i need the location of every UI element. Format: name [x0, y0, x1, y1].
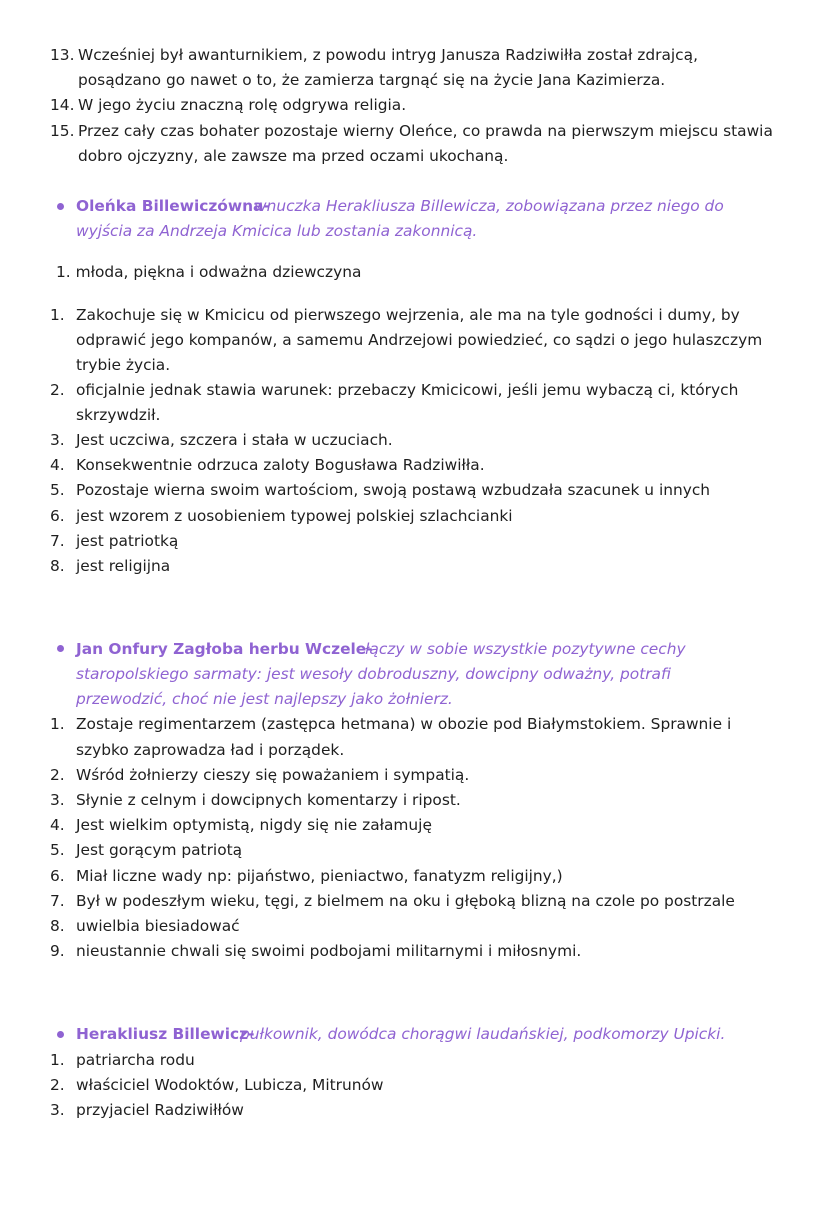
character-description: staropolskiego sarmaty: jest wesoły dobroduszny, dowcipny odważny, potrafi: [76, 665, 671, 683]
list-item-text: jest patriotką: [76, 532, 179, 550]
intro-item: 1. młoda, piękna i odważna dziewczyna: [56, 263, 362, 281]
list-item-text: Zostaje regimentarzem (zastępca hetmana) w obozie pod Białymstokiem. Sprawnie i: [76, 715, 732, 733]
bullet-icon: [57, 1031, 64, 1038]
list-item-text: Jest uczciwa, szczera i stała w uczuciach.: [76, 431, 393, 449]
bullet-icon: [57, 203, 64, 210]
list-number: 1.: [50, 306, 65, 324]
list-number: 1.: [50, 1051, 65, 1069]
list-item-text: nieustannie chwali się swoimi podbojami militarnymi i miłosnymi.: [76, 942, 582, 960]
list-item-text: jest wzorem z uosobieniem typowej polskiej szlachcianki: [76, 507, 513, 525]
list-number: 3.: [50, 431, 65, 449]
list-number: 8.: [50, 917, 65, 935]
list-number: 14.: [50, 96, 75, 114]
list-item-text: oficjalnie jednak stawia warunek: przebaczy Kmicicowi, jeśli jemu wybaczą ci, których: [76, 381, 739, 399]
list-item-text: Był w podeszłym wieku, tęgi, z bielmem na oku i głęboką blizną na czole po postrzale: [76, 892, 735, 910]
list-item-text: Przez cały czas bohater pozostaje wierny Oleńce, co prawda na pierwszym miejscu stawia: [78, 122, 773, 140]
list-item-text: skrzywdził.: [76, 406, 161, 424]
character-name: Herakliusz Billewicz-: [76, 1025, 255, 1043]
list-item-text: patriarcha rodu: [76, 1051, 195, 1069]
list-item-text: Słynie z celnym i dowcipnych komentarzy i ripost.: [76, 791, 461, 809]
list-item-text: uwielbia biesiadować: [76, 917, 240, 935]
list-item-text: dobro ojczyzny, ale zawsze ma przed oczami ukochaną.: [78, 147, 509, 165]
list-number: 7.: [50, 532, 65, 550]
list-number: 3.: [50, 791, 65, 809]
list-number: 2.: [50, 381, 65, 399]
character-description: pułkownik, dowódca chorągwi laudańskiej, podkomorzy Upicki.: [240, 1025, 726, 1043]
list-number: 2.: [50, 766, 65, 784]
list-number: 6.: [50, 867, 65, 885]
list-number: 4.: [50, 816, 65, 834]
list-number: 13.: [50, 46, 75, 64]
list-number: 6.: [50, 507, 65, 525]
list-item-text: Pozostaje wierna swoim wartościom, swoją postawą wzbudzała szacunek u innych: [76, 481, 711, 499]
list-item-text: właściciel Wodoktów, Lubicza, Mitrunów: [76, 1076, 384, 1094]
list-number: 3.: [50, 1101, 65, 1119]
character-description: łączy w sobie wszystkie pozytywne cechy: [365, 640, 686, 658]
bullet-icon: [57, 645, 64, 652]
list-number: 8.: [50, 557, 65, 575]
character-description: wyjścia za Andrzeja Kmicica lub zostania zakonnicą.: [76, 222, 478, 240]
character-description: przewodzić, choć nie jest najlepszy jako żołnierz.: [76, 690, 453, 708]
character-description: wnuczka Herakliusza Billewicza, zobowiązana przez niego do: [254, 197, 724, 215]
list-item-text: posądzano go nawet o to, że zamierza targnąć się na życie Jana Kazimierza.: [78, 71, 666, 89]
list-item-text: Konsekwentnie odrzuca zaloty Bogusława Radziwiłła.: [76, 456, 485, 474]
character-name: Oleńka Billewiczówna-: [76, 197, 270, 215]
list-item-text: Miał liczne wady np: pijaństwo, pieniactwo, fanatyzm religijny,): [76, 867, 563, 885]
list-item-text: Wśród żołnierzy cieszy się poważaniem i sympatią.: [76, 766, 470, 784]
list-number: 4.: [50, 456, 65, 474]
character-name: Jan Onfury Zagłoba herbu Wczele-: [76, 640, 373, 658]
list-number: 5.: [50, 481, 65, 499]
list-item-text: szybko zaprowadza ład i porządek.: [76, 741, 345, 759]
list-number: 2.: [50, 1076, 65, 1094]
list-number: 9.: [50, 942, 65, 960]
list-item-text: przyjaciel Radziwiłłów: [76, 1101, 244, 1119]
list-number: 15.: [50, 122, 75, 140]
list-number: 7.: [50, 892, 65, 910]
list-item-text: Zakochuje się w Kmicicu od pierwszego wejrzenia, ale ma na tyle godności i dumy, by: [76, 306, 740, 324]
list-item-text: jest religijna: [76, 557, 171, 575]
list-item-text: trybie życia.: [76, 356, 171, 374]
list-item-text: odprawić jego kompanów, a samemu Andrzejowi powiedzieć, co sądzi o jego hulaszczym: [76, 331, 763, 349]
list-item-text: Wcześniej był awanturnikiem, z powodu intryg Janusza Radziwiłła został zdrajcą,: [78, 46, 698, 64]
list-number: 1.: [50, 715, 65, 733]
list-item-text: W jego życiu znaczną rolę odgrywa religia.: [78, 96, 407, 114]
list-item-text: Jest gorącym patriotą: [76, 841, 243, 859]
list-item-text: Jest wielkim optymistą, nigdy się nie załamuję: [76, 816, 432, 834]
list-number: 5.: [50, 841, 65, 859]
